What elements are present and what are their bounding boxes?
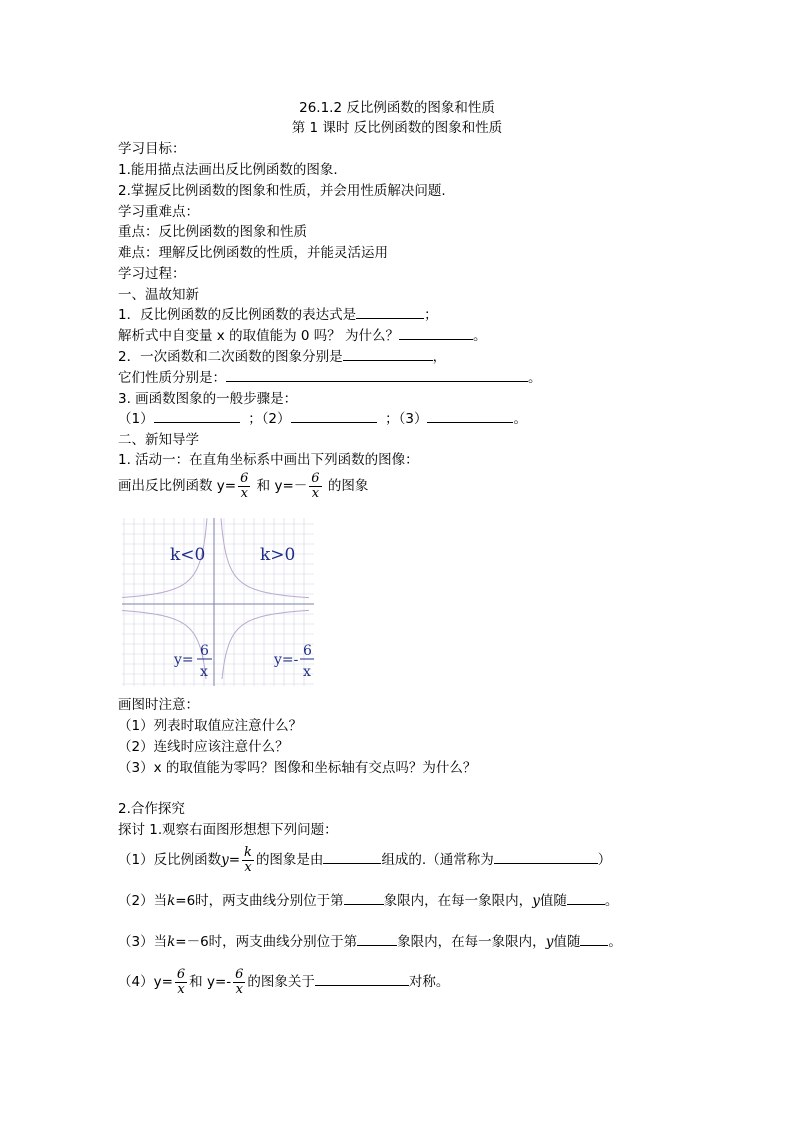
question-3: 3. 画函数图象的一般步骤是： — [118, 391, 298, 407]
notes-heading: 画图时注意： — [118, 697, 199, 713]
difficulty-point: 难点：理解反比例函数的性质，并能灵活运用 — [118, 245, 388, 261]
answer-blank[interactable] — [323, 850, 381, 864]
explore-q4: （4）y= $\frac{6}{x}$ 和 y=- $\frac{6}{x}$ 的图象关于 对称。 — [118, 966, 450, 997]
fraction: $\frac{6}{x}$ — [176, 966, 186, 997]
draw-instruction: 画出反比例函数 y= $\frac{6}{x}$ 和 y=－ $\frac{6}{x}$ 的图象 — [118, 470, 369, 501]
answer-blank[interactable] — [494, 850, 598, 864]
answer-blank[interactable] — [343, 347, 433, 361]
fraction: $\frac{6}{x}$ — [235, 966, 244, 997]
process-heading: 学习过程： — [118, 266, 186, 282]
note-2: （2）连线时应该注意什么？ — [118, 739, 289, 755]
fraction: $\frac{k}{x}$ — [244, 844, 252, 875]
explore-1: 探讨 1.观察右面图形想想下列问题： — [118, 822, 338, 838]
left-eq-numerator: 6 — [200, 643, 209, 659]
cooperation-heading: 2.合作探究 — [118, 801, 185, 817]
answer-blank[interactable] — [344, 891, 384, 905]
section-review: 一、温故知新 — [118, 287, 199, 303]
k-positive-label: k>0 — [260, 545, 296, 565]
explore-q3: （3）当k=－6时，两支曲线分别位于第 象限内，在每一象限内，y值随 。 — [118, 934, 622, 950]
answer-blank[interactable] — [567, 891, 605, 905]
right-eq-denominator: x — [303, 664, 311, 680]
goal-1: 1.能用描点法画出反比例函数的图象. — [118, 162, 338, 178]
answer-blank[interactable] — [399, 326, 473, 340]
hyperbola-graph — [122, 518, 314, 686]
note-3: （3）x 的取值能为零吗？图像和坐标轴有交点吗？为什么？ — [118, 760, 477, 776]
answer-blank[interactable] — [226, 368, 528, 382]
fraction: $\frac{6}{x}$ — [240, 470, 249, 501]
answer-blank[interactable] — [315, 972, 409, 986]
right-equation-prefix: y=- — [274, 652, 299, 668]
question-1: 1．反比例函数的反比例函数的表达式是 ； — [118, 307, 438, 323]
answer-blank[interactable] — [154, 409, 240, 423]
section-new: 二、新知导学 — [118, 432, 199, 448]
steps-line: （1） ；（2） ；（3） 。 — [118, 411, 527, 427]
left-equation-prefix: y= — [174, 652, 194, 668]
goals-heading: 学习目标： — [118, 141, 186, 157]
answer-blank[interactable] — [356, 305, 424, 319]
left-eq-denominator: x — [200, 664, 208, 680]
question-1b: 解析式中自变量 x 的取值能为 0 吗？ 为什么？ 。 — [118, 328, 487, 344]
lesson-subtitle: 第 1 课时 反比例函数的图象和性质 — [291, 120, 503, 136]
question-2b: 它们性质分别是： 。 — [118, 370, 542, 386]
activity-1: 1. 活动一：在直角坐标系中画出下列函数的图像： — [118, 452, 419, 468]
answer-blank[interactable] — [357, 932, 397, 946]
answer-blank[interactable] — [580, 932, 608, 946]
explore-q2: （2）当k=6时，两支曲线分别位于第 象限内，在每一象限内，y值随 。 — [118, 893, 619, 909]
explore-q1: （1）反比例函数y= $\frac{k}{x}$ 的图象是由 组成的.（通常称为 ） — [118, 844, 612, 875]
lesson-title: 26.1.2 反比例函数的图象和性质 — [299, 100, 495, 116]
answer-blank[interactable] — [291, 409, 377, 423]
k-negative-label: k<0 — [170, 545, 206, 565]
right-eq-numerator: 6 — [303, 643, 312, 659]
answer-blank[interactable] — [427, 409, 513, 423]
key-heading: 学习重难点： — [118, 204, 199, 220]
fraction: $\frac{6}{x}$ — [311, 470, 320, 501]
key-point: 重点：反比例函数的图象和性质 — [118, 224, 307, 240]
goal-2: 2.掌握反比例函数的图象和性质，并会用性质解决问题. — [118, 183, 446, 199]
question-2: 2．一次函数和二次函数的图象分别是 ， — [118, 349, 447, 365]
note-1: （1）列表时取值应注意什么？ — [118, 718, 303, 734]
